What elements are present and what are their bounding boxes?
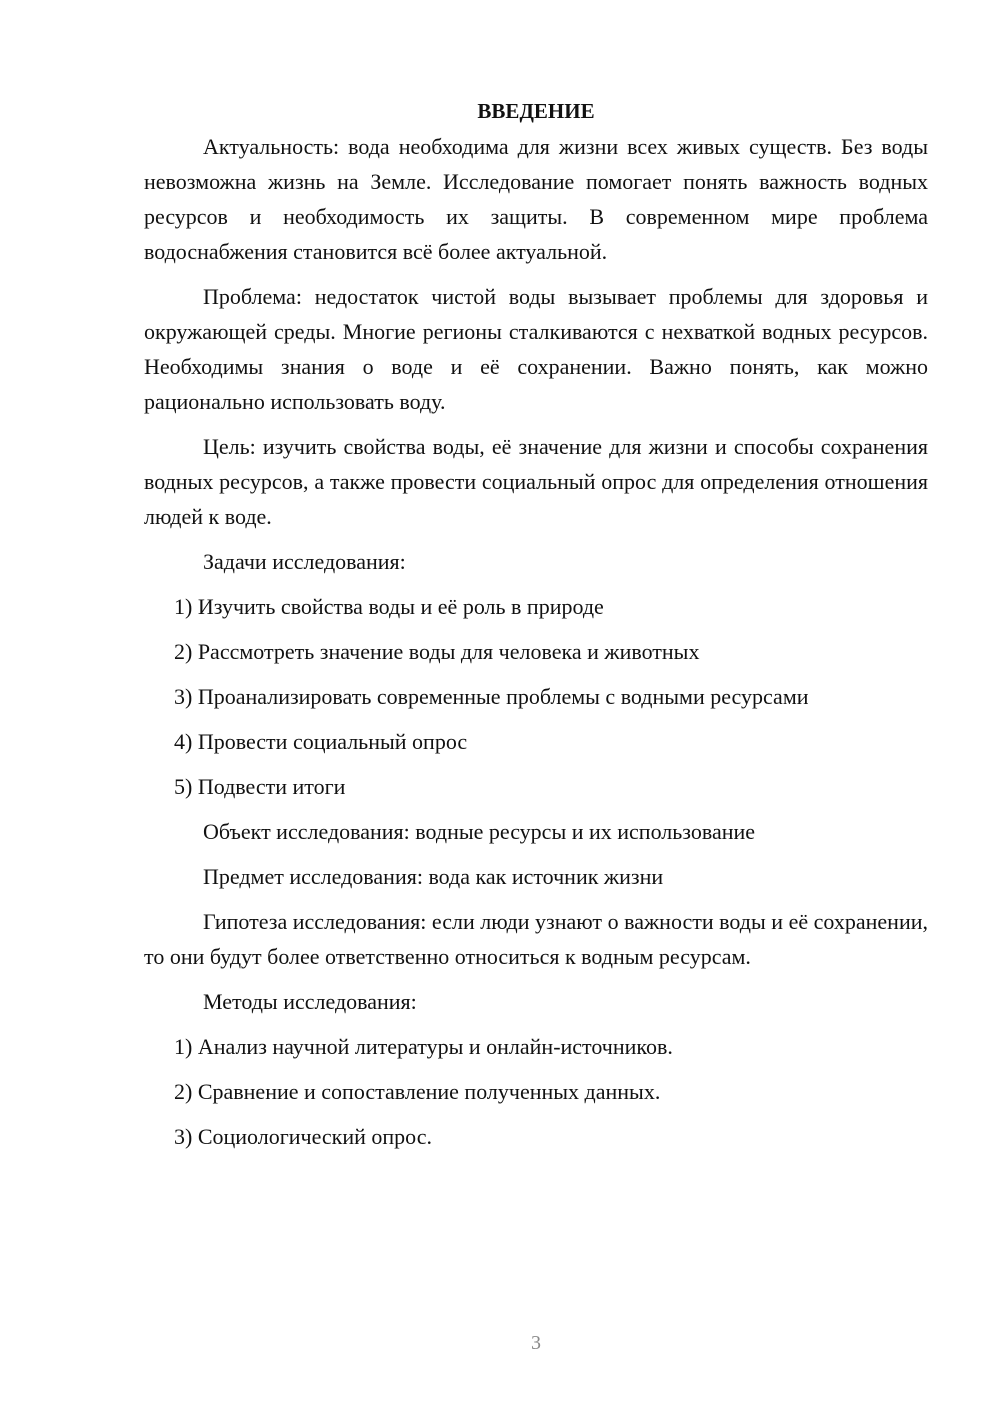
relevance-paragraph: Актуальность: вода необходима для жизни всех живых существ. Без воды невозможна жизнь на Земле. Исследование помогает понять важность водных ресурсов и необходимость их защиты. В современном мире проблема водоснабжения становится всё более актуальной. <box>144 134 928 264</box>
list-item: 3) Социологический опрос. <box>174 1124 432 1149</box>
list-item: 1) Анализ научной литературы и онлайн-источников. <box>174 1034 673 1059</box>
page-number: 3 <box>531 1332 541 1354</box>
page-title: ВВЕДЕНИЕ <box>477 99 595 123</box>
list-item: 1) Изучить свойства воды и её роль в природе <box>174 594 604 619</box>
problem-paragraph: Проблема: недостаток чистой воды вызывает проблемы для здоровья и окружающей среды. Многие регионы сталкиваются с нехваткой водных ресурсов. Необходимы знания о воде и её сохранении. Важно понять, как можно рационально использовать воду. <box>144 284 928 414</box>
object-paragraph: Объект исследования: водные ресурсы и их использование <box>203 819 756 844</box>
tasks-heading: Задачи исследования: <box>203 549 406 574</box>
list-item: 4) Провести социальный опрос <box>174 729 468 754</box>
list-item: 2) Сравнение и сопоставление полученных данных. <box>174 1079 661 1104</box>
methods-heading: Методы исследования: <box>203 989 417 1014</box>
hypothesis-paragraph: Гипотеза исследования: если люди узнают о важности воды и её сохранении, то они будут более ответственно относиться к водным ресурсам. <box>144 909 928 969</box>
goal-paragraph: Цель: изучить свойства воды, её значение для жизни и способы сохранения водных ресурсов, а также провести социальный опрос для определения отношения людей к воде. <box>144 434 928 529</box>
subject-paragraph: Предмет исследования: вода как источник жизни <box>203 864 664 889</box>
page-content <box>144 94 928 1164</box>
tasks-list <box>144 589 928 804</box>
list-item: 2) Рассмотреть значение воды для человека и животных <box>174 639 700 664</box>
list-item: 3) Проанализировать современные проблемы с водными ресурсами <box>174 684 809 709</box>
methods-list <box>144 1029 928 1154</box>
list-item: 5) Подвести итоги <box>174 774 346 799</box>
